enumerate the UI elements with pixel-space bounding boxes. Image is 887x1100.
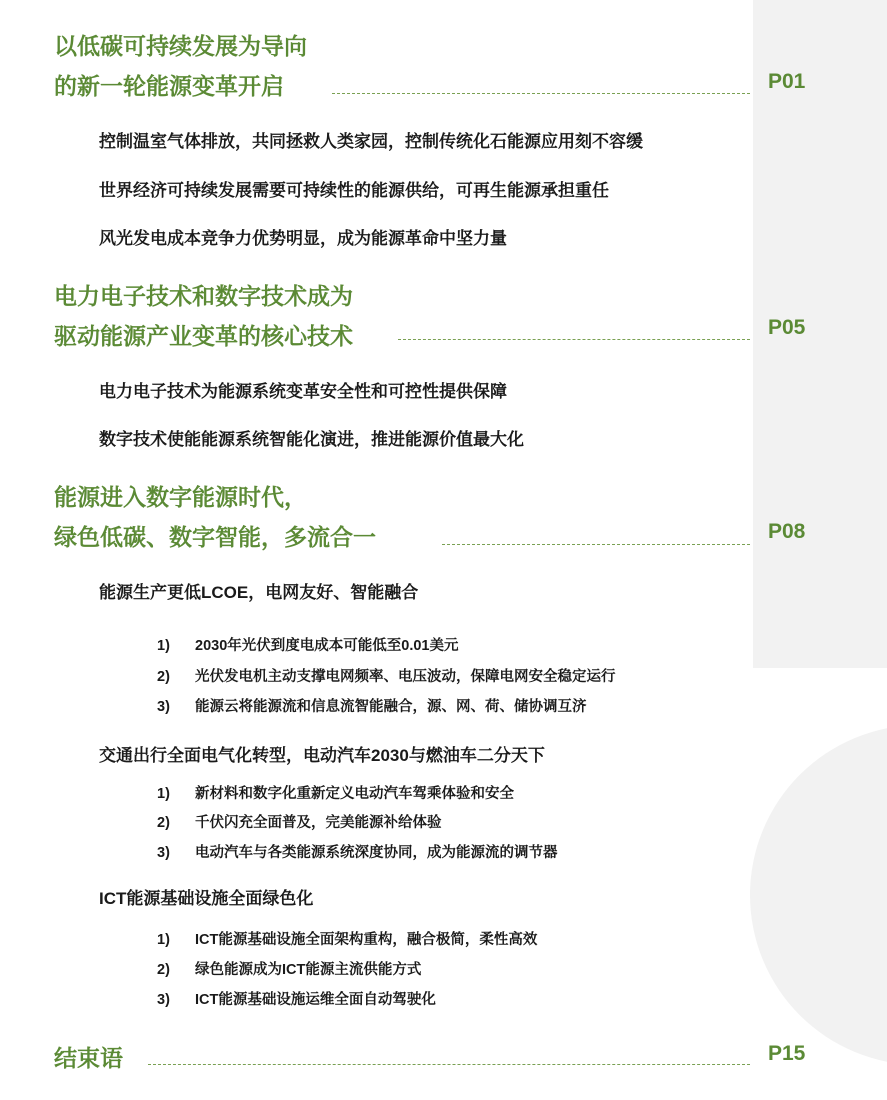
section-4-title[interactable] [54, 1038, 123, 1078]
section-1-bullet-3: 风光发电成本竞争力优势明显，成为能源革命中坚力量 [99, 229, 507, 248]
section-1-title-line-1: 以低碳可持续发展为导向 [54, 33, 307, 59]
section-4-page-number[interactable]: P15 [768, 1042, 806, 1065]
section-1-bullet-1: 控制温室气体排放，共同拯救人类家园，控制传统化石能源应用刻不容缓 [99, 132, 643, 151]
subsection-2-heading: 交通出行全面电气化转型，电动汽车2030与燃油车二分天下 [99, 746, 545, 765]
section-1-leader [332, 93, 750, 94]
section-4-title-line-1: 结束语 [54, 1045, 123, 1071]
subsection-1-item-2: 2) 光伏发电机主动支撑电网频率、电压波动，保障电网安全稳定运行 [157, 669, 616, 685]
section-3-leader [442, 544, 750, 545]
section-2-title-line-1: 电力电子技术和数字技术成为 [54, 283, 353, 309]
side-circle-decoration [750, 725, 887, 1065]
section-1-title[interactable] [54, 26, 307, 106]
subsection-3-heading: ICT能源基础设施全面绿色化 [99, 889, 314, 908]
subsection-1-heading: 能源生产更低LCOE，电网友好、智能融合 [99, 583, 419, 602]
subsection-3-item-2: 2) 绿色能源成为ICT能源主流供能方式 [157, 962, 422, 978]
subsection-3-item-3: 3) ICT能源基础设施运维全面自动驾驶化 [157, 992, 436, 1008]
section-3-title[interactable] [54, 477, 376, 557]
section-2-title-line-2: 驱动能源产业变革的核心技术 [54, 323, 353, 349]
section-3-page-number[interactable]: P08 [768, 520, 806, 543]
section-2-title[interactable] [54, 276, 353, 356]
section-1-bullet-2: 世界经济可持续发展需要可持续性的能源供给，可再生能源承担重任 [99, 181, 609, 200]
section-1-title-line-2: 的新一轮能源变革开启 [54, 73, 284, 99]
section-2-page-number[interactable]: P05 [768, 316, 806, 339]
section-2-leader [398, 339, 750, 340]
section-2-bullet-1: 电力电子技术为能源系统变革安全性和可控性提供保障 [99, 382, 507, 401]
section-4-leader [148, 1064, 750, 1065]
subsection-2-item-3: 3) 电动汽车与各类能源系统深度协同，成为能源流的调节器 [157, 845, 558, 861]
section-1-page-number[interactable]: P01 [768, 70, 806, 93]
section-3-title-line-1: 能源进入数字能源时代， [54, 484, 307, 510]
section-2-bullet-2: 数字技术使能能源系统智能化演进，推进能源价值最大化 [99, 430, 524, 449]
subsection-2-item-1: 1) 新材料和数字化重新定义电动汽车驾乘体验和安全 [157, 786, 514, 802]
subsection-2-item-2: 2) 千伏闪充全面普及，完美能源补给体验 [157, 815, 442, 831]
section-3-title-line-2: 绿色低碳、数字智能，多流合一 [54, 524, 376, 550]
subsection-3-item-1: 1) ICT能源基础设施全面架构重构，融合极简，柔性高效 [157, 932, 538, 948]
subsection-1-item-1: 1) 2030年光伏到度电成本可能低至0.01美元 [157, 638, 459, 654]
subsection-1-item-3: 3) 能源云将能源流和信息流智能融合，源、网、荷、储协调互济 [157, 699, 587, 715]
